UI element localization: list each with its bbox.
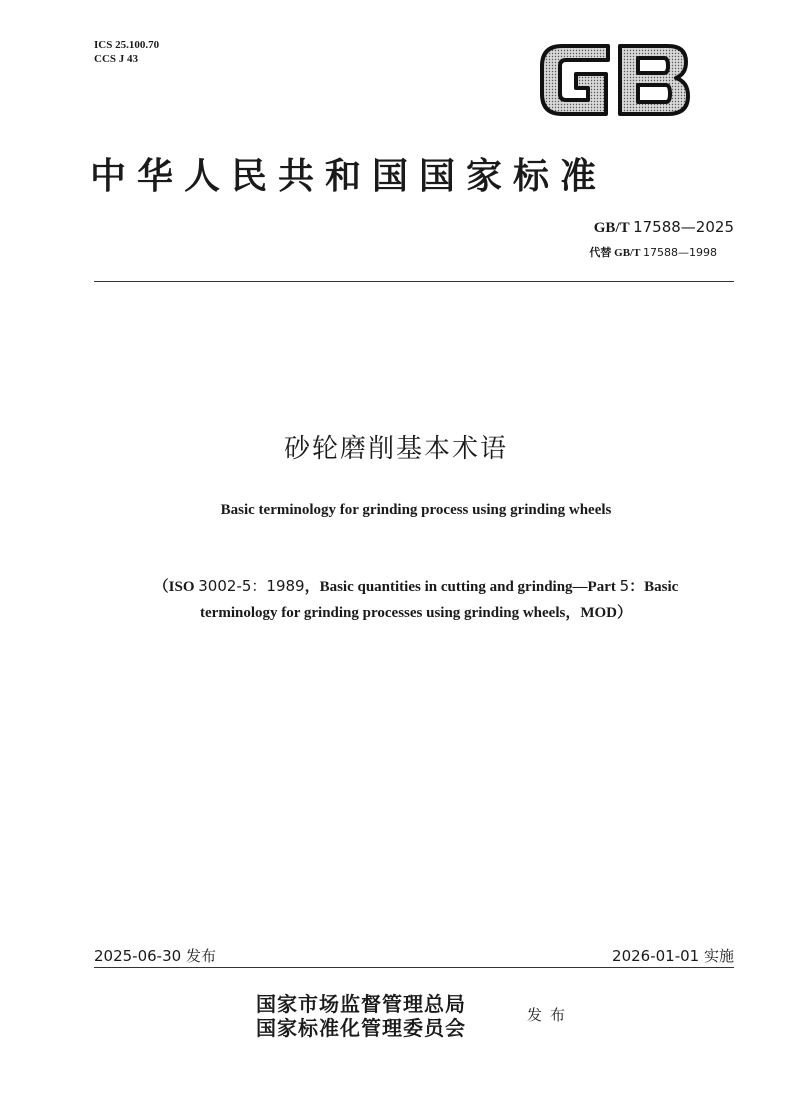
issue-date: 2025-06-30 发布: [94, 947, 216, 965]
bottom-divider: [94, 967, 734, 968]
ccs-code: CCS J 43: [94, 53, 139, 65]
title-chinese: 砂轮磨削基本术语: [283, 434, 508, 464]
iso-adoption-note: [94, 573, 738, 626]
gb-logo: [536, 40, 692, 120]
issuer-sac: 国家标准化管理委员会: [256, 1016, 466, 1040]
title-english: Basic terminology for grinding process using grinding wheels: [220, 502, 612, 518]
implement-date: 2026-01-01 实施: [612, 947, 734, 965]
standard-number-value: 17588—2025: [633, 218, 734, 236]
adoption-line1: ，Basic quantities in cutting and grinding—Part: [304, 579, 616, 595]
part-number: 5: [619, 577, 630, 595]
adoption-open: （ISO: [153, 579, 195, 595]
standard-prefix: GB/T: [593, 220, 630, 236]
issuer-samr: 国家市场监督管理总局: [256, 992, 466, 1016]
publish-label: 发布: [527, 1006, 574, 1024]
standard-number: [594, 218, 734, 237]
ics-code: ICS 25.100.70: [94, 39, 160, 51]
standard-name: 中华人民共和国国家标准: [90, 155, 608, 197]
replaces-number: 17588—1998: [643, 246, 717, 259]
iso-number: 3002-5：1989: [198, 577, 305, 595]
replaces-standard: [589, 244, 717, 260]
top-divider: [94, 281, 734, 282]
classification-codes: [94, 38, 159, 66]
adoption-line2: terminology for grinding processes using grinding wheels，MOD）: [200, 605, 632, 621]
issuing-authorities: [256, 992, 466, 1040]
replaces-prefix: 代替 GB/T: [589, 247, 641, 259]
adoption-line1-tail: ：Basic: [629, 579, 679, 595]
